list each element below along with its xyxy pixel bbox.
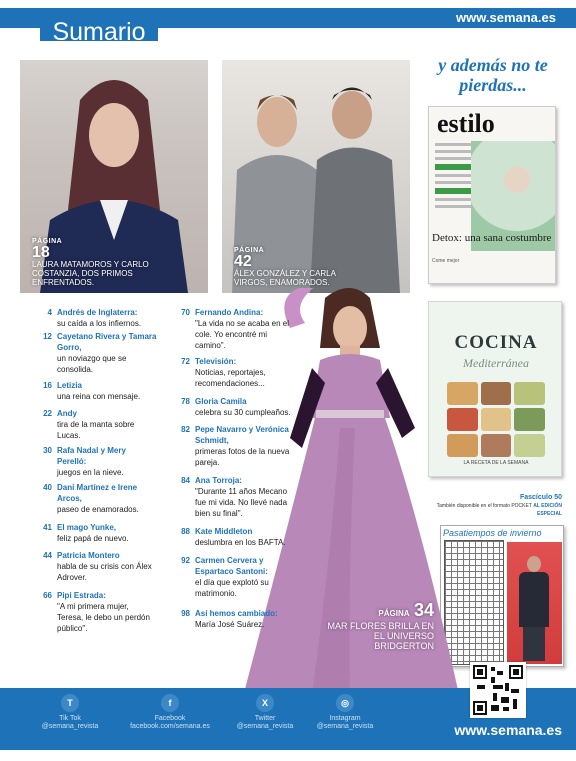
index-item[interactable]: 22 Andy tira de la manta sobre Lucas. xyxy=(43,409,135,440)
fasciculo-info: Fascículo 50 También disponible en el formato POCKET AL EDICIÓN ESPECIAL xyxy=(436,494,562,517)
index-item[interactable]: 41 El mago Yunke, feliz papá de nuevo. xyxy=(43,523,129,543)
estilo-sidebar-lines xyxy=(435,143,471,212)
index-item[interactable]: 72 Televisión: Noticias, reportajes, recomendaciones... xyxy=(181,357,266,388)
cover-caption-2: PÁGINA 42 ÁLEX GONZÁLEZ Y CARLA VIRGOS, ENAMORADOS. xyxy=(234,247,336,287)
index-item[interactable]: 70 Fernando Andina: "La vida no se acaba en el cole. Yo encontré mi camino". xyxy=(181,308,290,350)
facebook-icon: f xyxy=(161,694,179,712)
cover-photo-alex-gonzalez[interactable] xyxy=(222,60,410,293)
index-item[interactable]: 40 Dani Martínez e Irene Arcos, paseo de enamorados. xyxy=(43,483,139,514)
cocina-subtitle: Mediterránea xyxy=(463,356,529,370)
social-facebook[interactable]: f Facebook facebook.com/semana.es xyxy=(125,694,215,731)
social-tiktok[interactable]: T Tik Tok @semana_revista xyxy=(25,694,115,731)
social-twitter[interactable]: X Twitter @semana_revista xyxy=(220,694,310,731)
index-item[interactable]: 92 Carmen Cervera y Espartaco Santoni: el día que explotó su matrimonio. xyxy=(181,556,269,598)
index-item[interactable]: 84 Ana Torroja: "Durante 11 años Mecano fue mi vida. No llevé nada bien su final". xyxy=(181,476,288,518)
cocina-label: LA RECETA DE LA SEMANA xyxy=(463,460,529,466)
pasatiempos-photo xyxy=(507,542,562,664)
index-item[interactable]: 78 Gloria Camila celebra su 30 cumpleaños. xyxy=(181,397,291,417)
twitter-icon: X xyxy=(256,694,274,712)
index-item[interactable]: 66 Pipi Estrada: "A mi primera mujer, Teresa, le debo un perdón público". xyxy=(43,591,150,633)
index-item[interactable]: 4 Andrés de Inglaterra: su caída a los infiernos. xyxy=(47,308,142,328)
gala-caption: PÁGINA 34 MAR FLORES BRILLA EN EL UNIVERSO BRIDGERTON xyxy=(327,600,434,651)
index-item[interactable]: 88 Kate Middleton deslumbra en los BAFTA. xyxy=(181,527,286,547)
pasatiempos-title: Pasatiempos de invierno xyxy=(443,528,542,538)
index-item[interactable]: 30 Rafa Nadal y Mery Perelló: juegos en la nieve. xyxy=(43,446,126,477)
index-item[interactable]: 12 Cayetano Rivera y Tamara Gorro, un noviazgo que se consolida. xyxy=(43,332,157,374)
index-item[interactable]: 16 Letizia una reina con mensaje. xyxy=(43,381,141,401)
index-item[interactable]: 44 Patricia Montero habla de su crisis con Álex Adrover. xyxy=(43,551,152,582)
index-item[interactable]: 82 Pepe Navarro y Verónica Schmidt, primeras fotos de la nueva pareja. xyxy=(181,425,290,467)
index-item[interactable]: 98 Así hemos cambiado: María José Suárez. xyxy=(181,609,278,629)
cocina-title: COCINA xyxy=(454,332,538,353)
qr-code-icon[interactable] xyxy=(470,662,526,718)
estilo-logo: estilo xyxy=(437,109,495,138)
promo-headline: y además no te pierdas... xyxy=(438,55,548,95)
instagram-icon: ◎ xyxy=(336,694,354,712)
index-column-right xyxy=(160,307,292,630)
tiktok-icon: T xyxy=(61,694,79,712)
page-title: Sumario xyxy=(40,8,158,44)
index-column-left xyxy=(22,307,157,634)
footer-site-url[interactable]: www.semana.es xyxy=(454,722,562,738)
cover-caption-1: PÁGINA 18 LAURA MATAMOROS Y CARLO COSTANZIA, DOS PRIMOS ENFRENTADOS. xyxy=(32,238,149,287)
header-site-url[interactable]: www.semana.es xyxy=(456,10,556,25)
estilo-headline: Detox: una sana costumbre xyxy=(432,232,552,244)
estilo-subline: Come mejor xyxy=(432,258,460,264)
cover-photo-laura-matamoros[interactable] xyxy=(20,60,208,293)
social-instagram[interactable]: ◎ Instagram @semana_revista xyxy=(300,694,390,731)
estilo-magazine-cover[interactable] xyxy=(428,106,556,284)
